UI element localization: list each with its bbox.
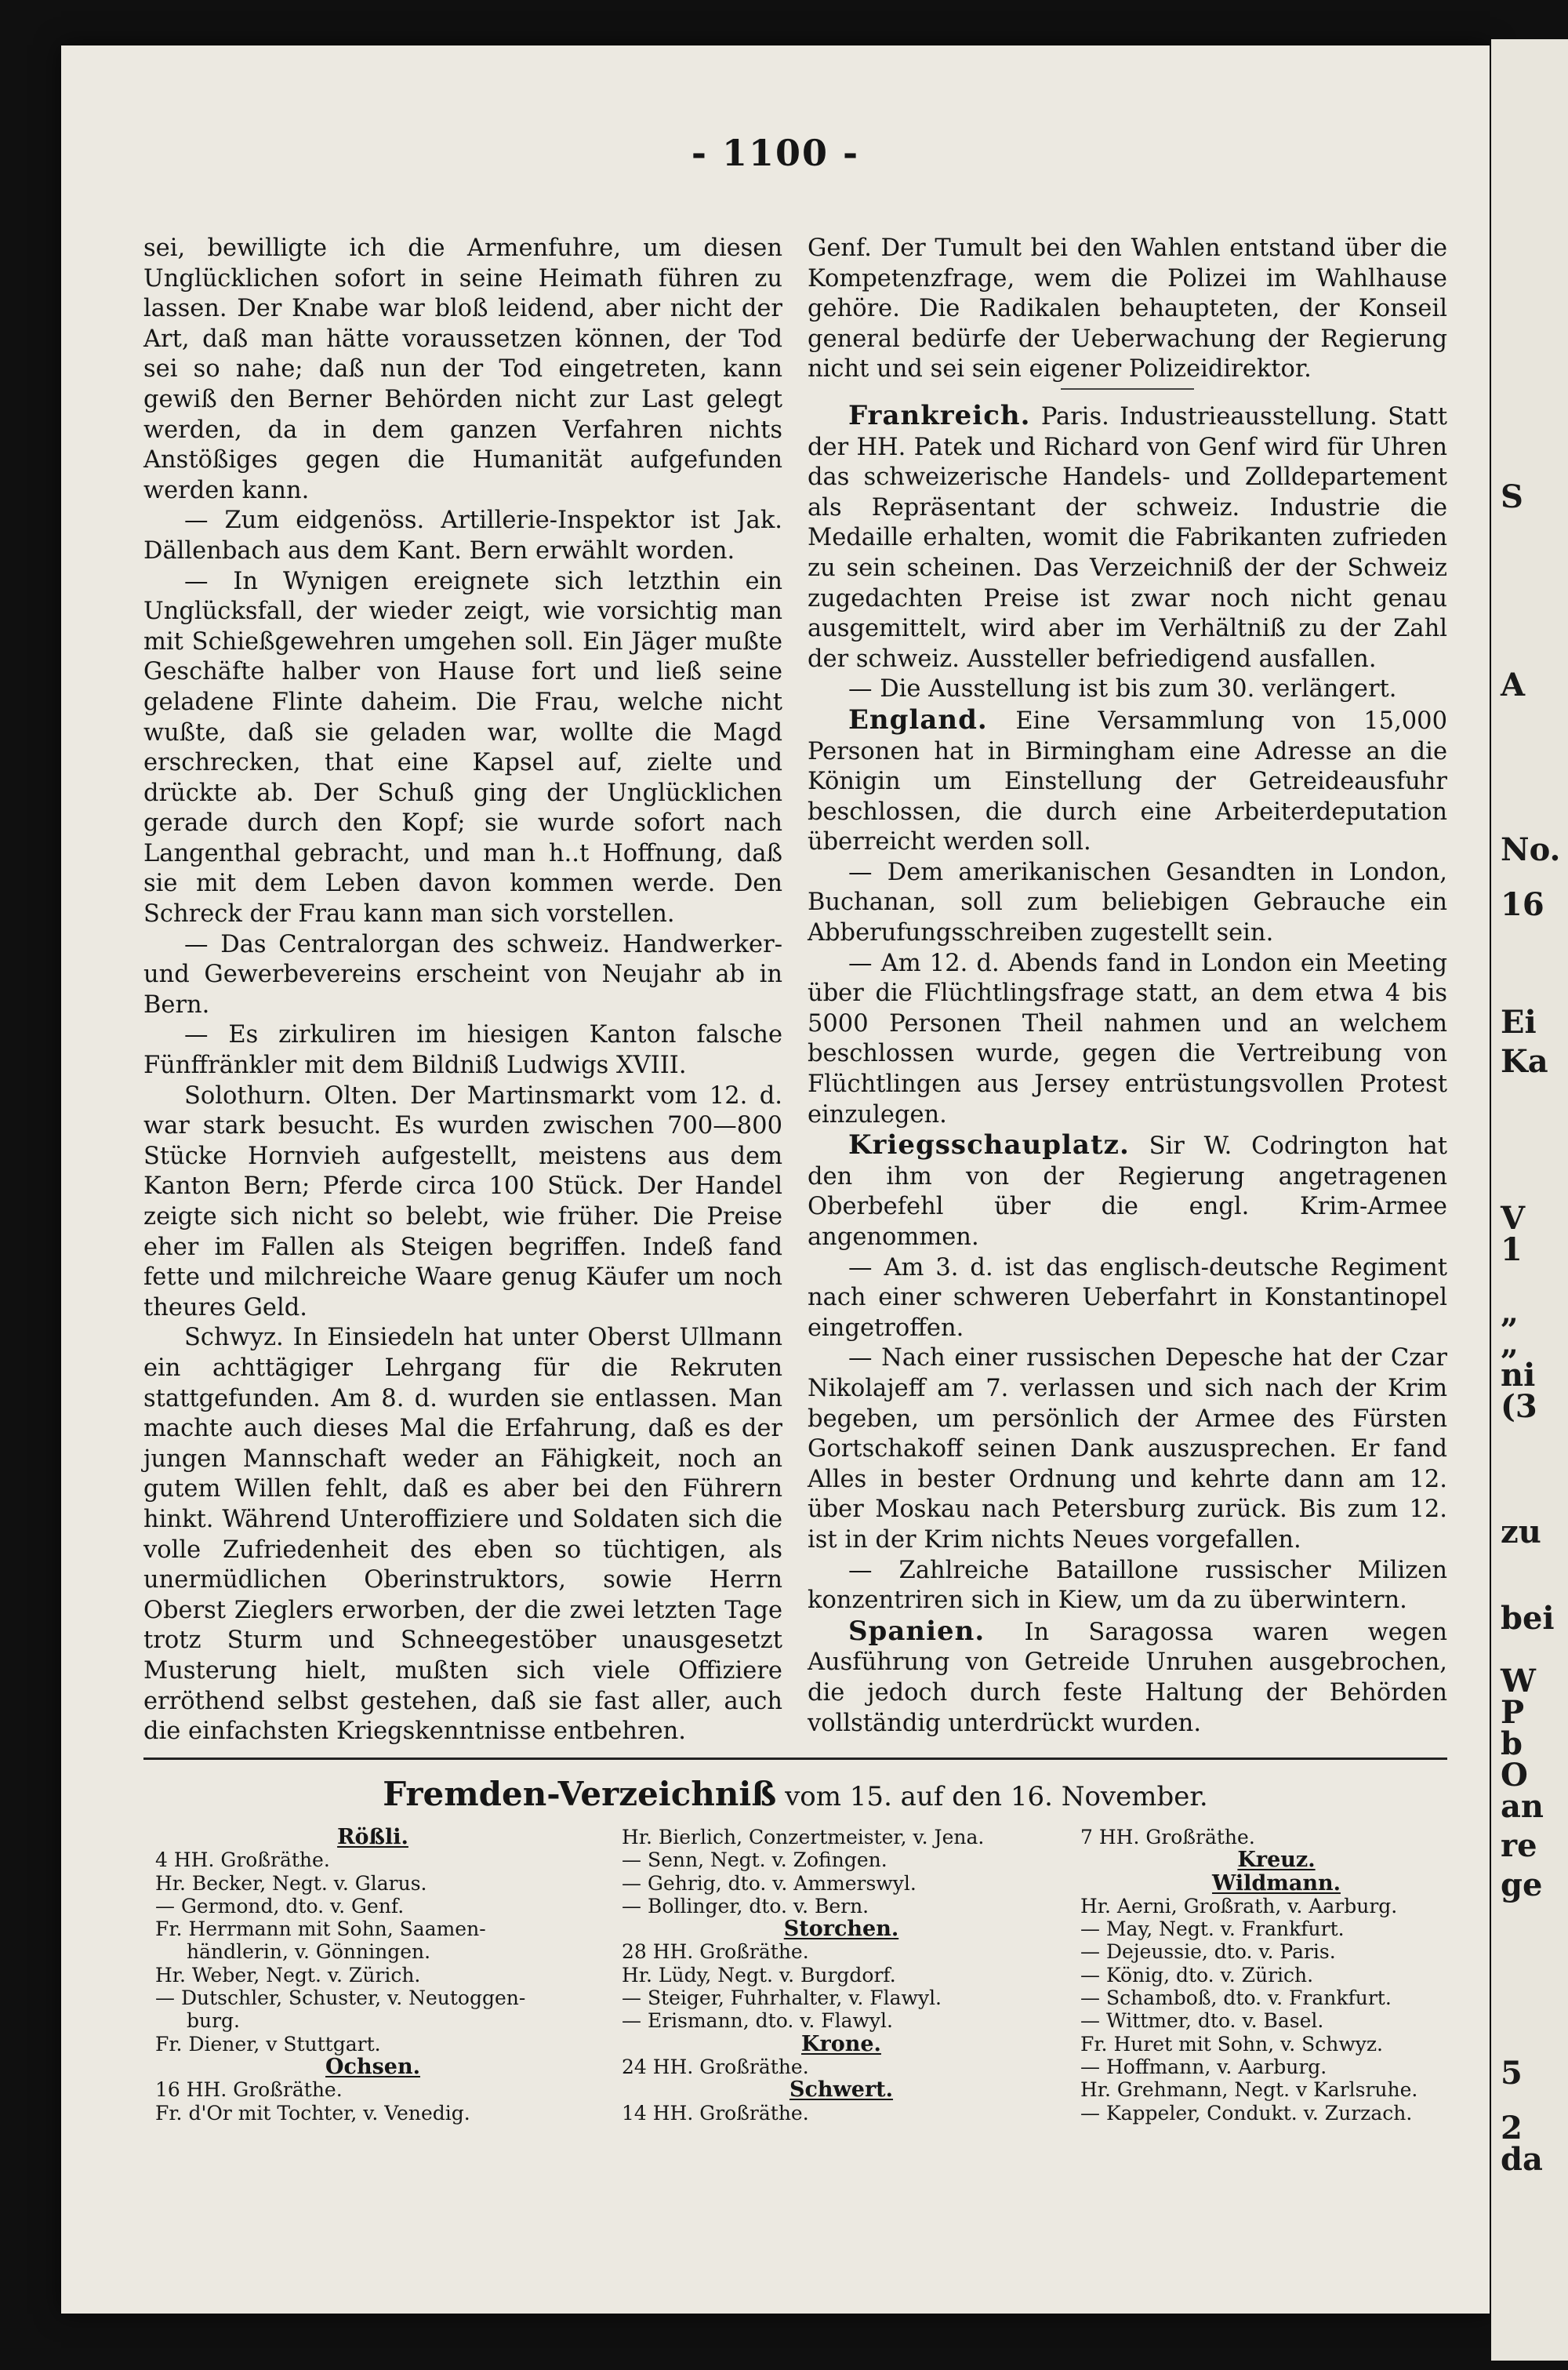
paragraph-text: Genf. Der Tumult bei den Wahlen entstand über die Kompetenzfrage, wem die Polizei im Wahlhause gehöre. Die Radikalen behaupteten, der Konseil general bedürfe der Ueberwachung der Regierung nicht und sei sein eigener Polizeidirektor. [808, 234, 1447, 383]
hotel-name: Krone. [801, 2031, 881, 2056]
article-paragraph [143, 506, 782, 566]
article-paragraph [143, 1020, 782, 1081]
guest-entry: Fr. Huret mit Sohn, v. Schwyz. [1080, 2032, 1383, 2056]
country-heading: Frankreich. [848, 399, 1031, 431]
article-paragraph [143, 1323, 782, 1747]
guest-entry: Hr. Grehmann, Negt. v Karlsruhe. [1080, 2078, 1418, 2102]
hotel-name: Schwert. [789, 2077, 894, 2103]
edge-text-fragment: S [1501, 478, 1523, 515]
edge-text-fragment: „ [1501, 1325, 1519, 1362]
edge-text-fragment: zu [1501, 1514, 1541, 1550]
edge-text-fragment: 16 [1501, 886, 1544, 923]
edge-text-fragment: P [1501, 1694, 1525, 1731]
article-paragraph [808, 1616, 1447, 1739]
edge-text-fragment: Ka [1501, 1043, 1548, 1080]
guest-entry: Fr. Diener, v Stuttgart. [155, 2032, 381, 2056]
guest-entry: Hr. Bierlich, Conzertmeister, v. Jena. [622, 1826, 985, 1848]
guest-entry: — Hoffmann, v. Aarburg. [1080, 2055, 1327, 2078]
guest-entry: 16 HH. Großräthe. [155, 2078, 343, 2102]
paragraph-text: Solothurn. Olten. Der Martinsmarkt vom 12. d. war stark besucht. Es wurden zwischen 700—800 Stücke Hornvieh aufgestellt, meistens aus dem Kanton Bern; Pferde circa 100 Stück. Der Handel zeigte sich nicht so belebt, wie früher. Die Preise eher im Fallen als Steigen begriffen. Indeß fand fette und milchreiche Waare genug Käufer um noch theures Geld. [143, 1081, 782, 1321]
paragraph-text: — Zahlreiche Bataillone russischer Milizen konzentriren sich in Kiew, um da zu überwintern. [808, 1556, 1447, 1615]
edge-text-fragment: ge [1501, 1867, 1543, 1903]
paragraph-text: — Am 3. d. ist das englisch-deutsche Regiment nach einer schweren Ueberfahrt in Konstantinopel eingetroffen. [808, 1253, 1447, 1342]
guest-entry: — Kappeler, Condukt. v. Zurzach. [1080, 2101, 1413, 2125]
fremden-subtitle: vom 15. auf den 16. November. [785, 1781, 1208, 1812]
edge-text-fragment: an [1501, 1788, 1544, 1825]
paragraph-text: — In Wynigen ereignete sich letzthin ein Unglücksfall, der wieder zeigt, wie vorsichtig man mit Schießgewehren umgehen soll. Ein Jäger mußte Geschäfte halber von Hause fort und ließ seine geladene Flinte daheim. Die Frau, welche nicht wußte, daß sie geladen war, wollte die Magd erschrecken, that eine Kapsel auf, zielte und drückte ab. Der Schuß ging der Unglücklichen gerade durch den Kopf; sie wurde sofort nach Langenthal gebracht, und man h..t Hoffnung, daß sie mit dem Leben davon kommen werde. Den Schreck der Frau kann man sich vorstellen. [143, 567, 782, 929]
guest-entry: Fr. d'Or mit Tochter, v. Venedig. [155, 2101, 470, 2125]
article-paragraph [808, 858, 1447, 949]
paragraph-text: — Nach einer russischen Depesche hat der Czar Nikolajeff am 7. verlassen und sich nach der Krim begeben, um persönlich der Armee des Fürsten Gortschakoff seinen Dank auszusprechen. Er fand Alles in bester Ordnung und kehrte dann am 12. über Moskau nach Petersburg zurück. Bis zum 12. ist in der Krim nichts Neues vorgefallen. [808, 1344, 1447, 1554]
guest-entry: Hr. Becker, Negt. v. Glarus. [155, 1871, 427, 1895]
edge-text-fragment: 2 [1501, 2110, 1523, 2146]
left-column [143, 234, 782, 1747]
hotel-name: Storchen. [783, 1917, 899, 1942]
country-heading: Kriegsschauplatz. [848, 1129, 1130, 1161]
hotel-name: Ochsen. [325, 2054, 420, 2079]
article-paragraph [143, 930, 782, 1021]
guest-entry: 14 HH. Großräthe. [622, 2101, 809, 2125]
guest-list-column-2 [622, 1826, 1061, 2125]
guest-entry: Fr. Herrmann mit Sohn, Saamen- [155, 1917, 486, 1941]
article-paragraph [143, 1081, 782, 1324]
article-paragraph [808, 401, 1447, 674]
edge-text-fragment: No. [1501, 831, 1561, 868]
guest-entry: — König, dto. v. Zürich. [1080, 1963, 1314, 1987]
edge-text-fragment: 1 [1501, 1231, 1523, 1268]
edge-text-fragment: (3 [1501, 1388, 1537, 1425]
article-paragraph [808, 1253, 1447, 1344]
short-rule [1061, 388, 1194, 390]
guest-entry: Hr. Aerni, Großrath, v. Aarburg. [1080, 1894, 1398, 1917]
guest-entry: — Senn, Negt. v. Zofingen. [622, 1848, 887, 1872]
paragraph-text: In Saragossa waren wegen Ausführung von Getreide Unruhen ausgebrochen, die jedoch durch feste Haltung der Behörden vollständig unterdrückt wurden. [808, 1618, 1447, 1737]
article-paragraph [808, 234, 1447, 385]
guest-entry: burg. [187, 2009, 241, 2033]
article-paragraph [808, 1343, 1447, 1555]
edge-text-fragment: W [1501, 1663, 1536, 1699]
section-divider [143, 1758, 1447, 1760]
paragraph-text: — Dem amerikanischen Gesandten in London, Buchanan, soll zum beliebigen Gebrauche ein Abberufungsschreiben zugestellt sein. [808, 858, 1447, 947]
country-heading: England. [848, 703, 988, 736]
edge-text-fragment: bei [1501, 1600, 1555, 1637]
guest-entry: 7 HH. Großräthe. [1080, 1826, 1255, 1848]
paragraph-text: — Am 12. d. Abends fand in London ein Meeting über die Flüchtlingsfrage statt, an dem etwa 4 bis 5000 Personen Theil nahmen und an welchem beschlossen wurde, gegen die Vertreibung von Flüchtlingen aus Jersey entrüstungsvollen Protest einzulegen. [808, 949, 1447, 1129]
guest-entry: — Germond, dto. v. Genf. [155, 1894, 405, 1917]
article-paragraph [808, 705, 1447, 858]
guest-entry: Hr. Lüdy, Negt. v. Burgdorf. [622, 1963, 896, 1987]
edge-text-fragment: O [1501, 1757, 1528, 1794]
hotel-name: Kreuz. [1237, 1848, 1316, 1873]
edge-text-fragment: da [1501, 2141, 1543, 2178]
hotel-name: Wildmann. [1212, 1870, 1341, 1896]
guest-list-column-1 [155, 1826, 590, 2125]
paragraph-text: sei, bewilligte ich die Armenfuhre, um diesen Unglücklichen sofort in seine Heimath führen zu lassen. Der Knabe war bloß leidend, aber nicht der Art, daß man hätte voraussetzen können, der Tod sei so nahe; daß nun der Tod eingetreten, kann gewiß den Berner Behörden nicht zur Last gelegt werden, da in dem ganzen Verfahren nichts Anstößiges gegen die Humanität aufgefunden werden kann. [143, 234, 782, 504]
guest-entry: 28 HH. Großräthe. [622, 1940, 809, 1964]
right-column [808, 234, 1447, 1739]
edge-text-fragment: „ [1501, 1294, 1519, 1331]
edge-text-fragment: re [1501, 1827, 1537, 1864]
page-number: - 1100 - [691, 132, 860, 174]
guest-entry: — Dutschler, Schuster, v. Neutoggen- [155, 1987, 526, 2010]
paragraph-text: Sir W. Codrington hat den ihm von der Regierung angetragenen Oberbefehl über die engl. Krim-Armee angenommen. [808, 1132, 1447, 1251]
guest-entry: händlerin, v. Gönningen. [187, 1940, 431, 1964]
guest-entry: Hr. Weber, Negt. v. Zürich. [155, 1963, 421, 1987]
paragraph-text: Paris. Industrieausstellung. Statt der HH. Patek und Richard von Genf wird für Uhren das schweizerische Handels- und Zolldepartement als Repräsentant der schweiz. Industrie die Medaille erhalten, womit die Fabrikanten zufrieden zu sein scheinen. Das Verzeichniß der der Schweiz zugedachten Preise ist zwar noch nicht genau ausgemittelt, wird aber im Verhältniß zu der Zahl der schweiz. Aussteller befriedigend ausfallen. [808, 402, 1447, 673]
paragraph-text: — Die Ausstellung ist bis zum 30. verlängert. [848, 675, 1397, 703]
guest-entry: 4 HH. Großräthe. [155, 1848, 330, 1872]
country-heading: Spanien. [848, 1615, 985, 1647]
guest-entry: — May, Negt. v. Frankfurt. [1080, 1917, 1345, 1941]
edge-text-fragment: A [1501, 667, 1526, 703]
guest-list-column-3 [1080, 1826, 1472, 2125]
fremden-title: Fremden-Verzeichniß [383, 1775, 777, 1813]
paragraph-text: Eine Versammlung von 15,000 Personen hat in Birmingham eine Adresse an die Königin um Einstellung der Getreideausfuhr beschlossen, die durch eine Arbeiterdeputation überreicht werden soll. [808, 707, 1447, 856]
article-paragraph [143, 567, 782, 930]
edge-text-fragment: ni [1501, 1357, 1536, 1394]
guest-entry: — Erismann, dto. v. Flawyl. [622, 2009, 893, 2033]
guest-entry: 24 HH. Großräthe. [622, 2055, 809, 2078]
article-paragraph [808, 1556, 1447, 1616]
guest-entry: — Wittmer, dto. v. Basel. [1080, 2009, 1324, 2033]
guest-entry: — Steiger, Fuhrhalter, v. Flawyl. [622, 1987, 942, 2010]
paragraph-text: Schwyz. In Einsiedeln hat unter Oberst Ullmann ein achttägiger Lehrgang für die Rekruten stattgefunden. Am 8. d. wurden sie entlassen. Man machte auch dieses Mal die Erfahrung, daß es der jungen Mannschaft weder an Fähigkeit, noch an gutem Willen fehlt, daß es aber bei den Führern hinkt. Während Unteroffiziere und Soldaten sich die volle Zufriedenheit des eben so tüchtigen, als unermüdlichen Oberinstruktors, sowie Herrn Oberst Zieglers erworben, der die zwei letzten Tage trotz Sturm und Schneegestöber unausgesetzt Musterung hielt, mußten sich viele Offiziere erröthend selbst gestehen, daß sie fast aller, auch die einfachsten Kriegskenntnisse entbehren. [143, 1324, 782, 1746]
paragraph-text: — Zum eidgenöss. Artillerie-Inspektor ist Jak. Dällenbach aus dem Kant. Bern erwählt worden. [143, 507, 782, 565]
article-paragraph [808, 949, 1447, 1131]
guest-entry: — Bollinger, dto. v. Bern. [622, 1894, 869, 1917]
edge-text-fragment: V [1501, 1200, 1526, 1237]
paragraph-text: — Das Centralorgan des schweiz. Handwerker- und Gewerbevereins erscheint von Neujahr ab in Bern. [143, 930, 782, 1019]
guest-entry: — Gehrig, dto. v. Ammerswyl. [622, 1871, 916, 1895]
edge-text-fragment: 5 [1501, 2055, 1523, 2092]
newspaper-page [61, 45, 1490, 2314]
paragraph-text: — Es zirkuliren im hiesigen Kanton falsche Fünffränkler mit dem Bildniß Ludwigs XVIII. [143, 1021, 782, 1080]
hotel-name: Rößli. [337, 1825, 408, 1849]
guest-entry: — Dejeussie, dto. v. Paris. [1080, 1940, 1336, 1964]
fremden-verzeichnis-title [143, 1775, 1447, 1813]
guest-entry: — Schamboß, dto. v. Frankfurt. [1080, 1987, 1392, 2010]
edge-text-fragment: b [1501, 1725, 1523, 1762]
edge-text-fragment: Ei [1501, 1004, 1537, 1041]
article-paragraph [808, 674, 1447, 705]
article-paragraph [808, 1130, 1447, 1252]
adjacent-page-edge [1491, 39, 1568, 2361]
article-paragraph [143, 234, 782, 506]
